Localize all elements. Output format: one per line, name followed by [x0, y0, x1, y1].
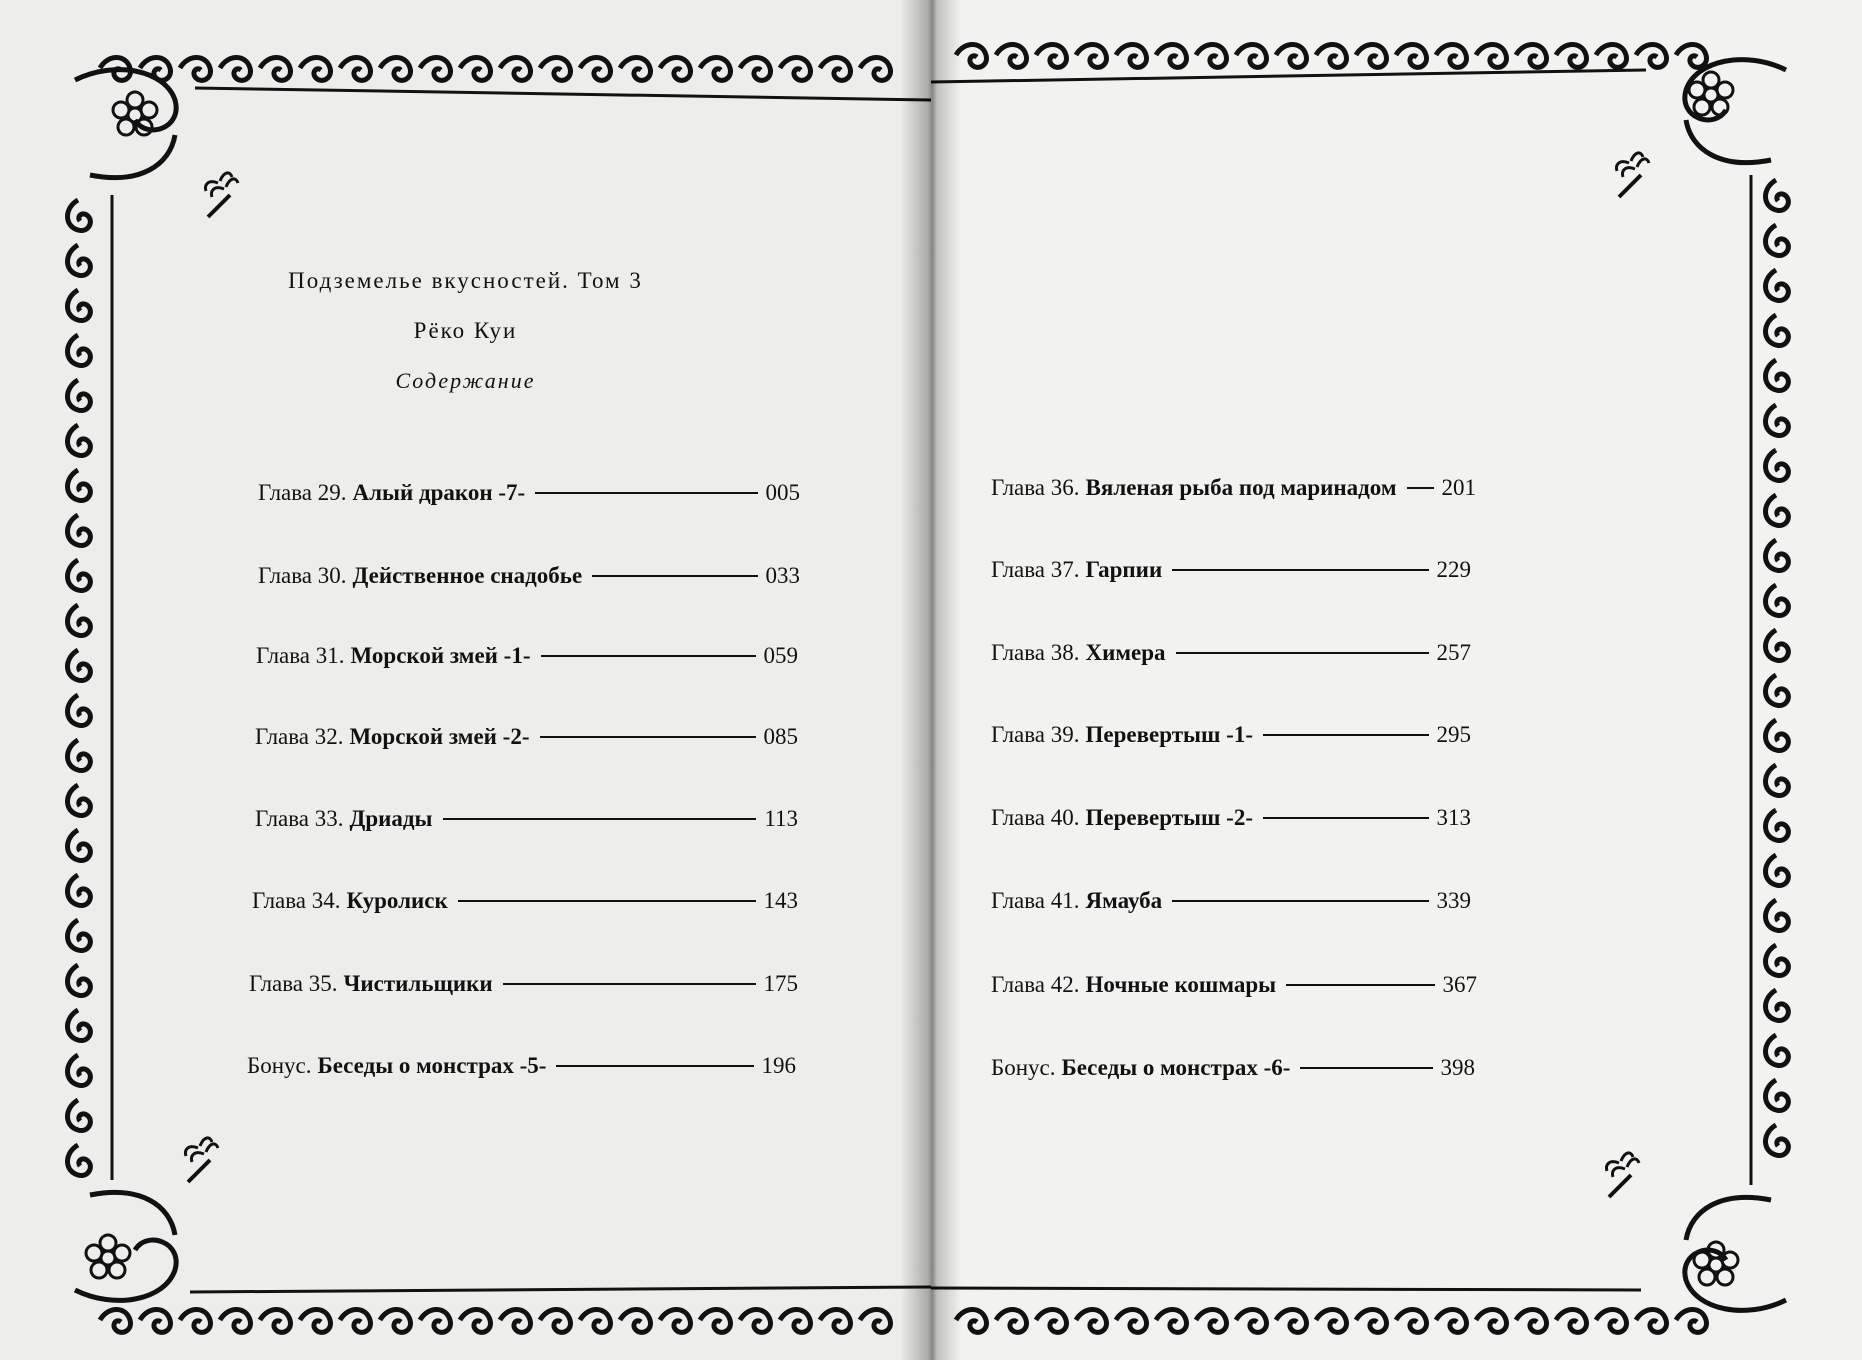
toc-leader-line: [1286, 984, 1434, 986]
book-gutter: [900, 0, 962, 1360]
sprig-ornament-icon: [1607, 1153, 1640, 1197]
toc-entry-label: Бонус.: [991, 1055, 1056, 1080]
toc-entry-title: Гарпии: [1085, 557, 1163, 582]
toc-entry[interactable]: [255, 724, 798, 750]
toc-leader-line: [540, 736, 756, 738]
toc-entry[interactable]: [252, 888, 798, 914]
toc-entry-page: 367: [1442, 972, 1477, 997]
toc-entry-title: Алый дракон -7-: [352, 480, 526, 505]
toc-entry-page: 085: [763, 724, 798, 749]
toc-entry[interactable]: [258, 480, 800, 506]
toc-leader-line: [1176, 652, 1429, 654]
toc-entry-title: Морской змей -2-: [349, 724, 530, 749]
sprig-ornament-icon: [1617, 153, 1650, 197]
toc-entry[interactable]: [247, 1053, 796, 1079]
toc-entry-page: 295: [1436, 722, 1471, 747]
toc-entry-title: Химера: [1085, 640, 1166, 665]
toc-leader-line: [1263, 734, 1429, 736]
toc-entry[interactable]: [249, 971, 798, 997]
toc-entry-page: 113: [764, 806, 798, 831]
toc-leader-line: [592, 575, 757, 577]
toc-entry-label: Глава 37.: [991, 557, 1080, 582]
toc-entry-page: 257: [1436, 640, 1471, 665]
side-border-swirls: [68, 200, 91, 1176]
toc-entry-title: Дриады: [349, 806, 433, 831]
toc-entry-label: Глава 33.: [255, 806, 344, 831]
right-page: [931, 0, 1862, 1360]
toc-entry-page: 143: [763, 888, 798, 913]
contents-heading: Содержание: [395, 368, 536, 393]
toc-entry-label: Глава 41.: [991, 888, 1080, 913]
toc-entry-page: 201: [1441, 475, 1476, 500]
toc-leader-line: [1407, 487, 1434, 489]
toc-entry-label: Глава 36.: [991, 475, 1080, 500]
toc-entry[interactable]: [991, 1055, 1475, 1081]
toc-leader-line: [535, 492, 757, 494]
toc-entry[interactable]: [255, 806, 798, 832]
toc-entry-title: Перевертыш -1-: [1085, 722, 1253, 747]
toc-entry-title: Морской змей -1-: [350, 643, 531, 668]
toc-entry[interactable]: [991, 805, 1471, 831]
toc-entry-label: Глава 40.: [991, 805, 1080, 830]
toc-entry[interactable]: [256, 643, 798, 669]
ornamental-frame-right: [931, 0, 1862, 1360]
toc-entry-page: 229: [1436, 557, 1471, 582]
toc-entry-label: Глава 39.: [991, 722, 1080, 747]
toc-entry-title: Ночные кошмары: [1085, 972, 1277, 997]
toc-entry-label: Бонус.: [247, 1053, 312, 1078]
flower-ornament-icon: [113, 92, 157, 135]
author-name: Рёко Куи: [413, 318, 518, 343]
toc-entry-title: Куролиск: [346, 888, 448, 913]
toc-entry[interactable]: [991, 640, 1471, 666]
toc-leader-line: [541, 655, 756, 657]
toc-entry-label: Глава 42.: [991, 972, 1080, 997]
toc-leader-line: [1172, 900, 1428, 902]
toc-leader-line: [1263, 817, 1429, 819]
toc-entry[interactable]: [991, 888, 1471, 914]
toc-entry-label: Глава 38.: [991, 640, 1080, 665]
toc-entry-label: Глава 30.: [258, 563, 347, 588]
sprig-ornament-icon: [206, 173, 239, 217]
toc-leader-line: [503, 983, 756, 985]
toc-entry[interactable]: [991, 475, 1476, 501]
toc-entry-page: 005: [765, 480, 800, 505]
toc-entry-page: 313: [1436, 805, 1471, 830]
toc-entry-title: Беседы о монстрах -6-: [1061, 1055, 1291, 1080]
toc-entry[interactable]: [991, 722, 1471, 748]
toc-entry-title: Действенное снадобье: [352, 563, 583, 588]
toc-entry-page: 196: [761, 1053, 796, 1078]
top-border-swirls: [956, 45, 1707, 68]
flower-ornament-icon: [1694, 1242, 1738, 1285]
toc-entry-page: 339: [1436, 888, 1471, 913]
flower-ornament-icon: [86, 1235, 130, 1278]
toc-entry-title: Беседы о монстрах -5-: [317, 1053, 547, 1078]
toc-entry-label: Глава 32.: [255, 724, 344, 749]
toc-leader-line: [1172, 569, 1428, 571]
bottom-border-swirls: [956, 1310, 1707, 1333]
toc-entry-title: Вяленая рыба под маринадом: [1085, 475, 1397, 500]
toc-entry-page: 059: [763, 643, 798, 668]
bottom-border-swirls: [100, 1310, 891, 1333]
top-border-swirls: [100, 58, 891, 81]
toc-entry-title: Чистильщики: [343, 971, 493, 996]
side-border-swirls: [1766, 180, 1789, 1156]
toc-leader-line: [443, 818, 757, 820]
toc-entry-page: 033: [765, 563, 800, 588]
toc-entry-label: Глава 29.: [258, 480, 347, 505]
toc-entry-title: Перевертыш -2-: [1085, 805, 1253, 830]
toc-entry-title: Ямауба: [1085, 888, 1163, 913]
toc-entry-page: 175: [763, 971, 798, 996]
sprig-ornament-icon: [186, 1138, 219, 1182]
toc-entry-label: Глава 34.: [252, 888, 341, 913]
toc-entry-label: Глава 35.: [249, 971, 338, 996]
toc-leader-line: [1300, 1067, 1432, 1069]
toc-leader-line: [458, 900, 756, 902]
toc-entry-label: Глава 31.: [256, 643, 345, 668]
toc-entry[interactable]: [991, 972, 1477, 998]
toc-leader-line: [556, 1065, 753, 1067]
toc-entry-page: 398: [1440, 1055, 1475, 1080]
toc-entry[interactable]: [258, 563, 800, 589]
toc-entry[interactable]: [991, 557, 1471, 583]
series-title: Подземелье вкусностей. Том 3: [288, 268, 643, 293]
